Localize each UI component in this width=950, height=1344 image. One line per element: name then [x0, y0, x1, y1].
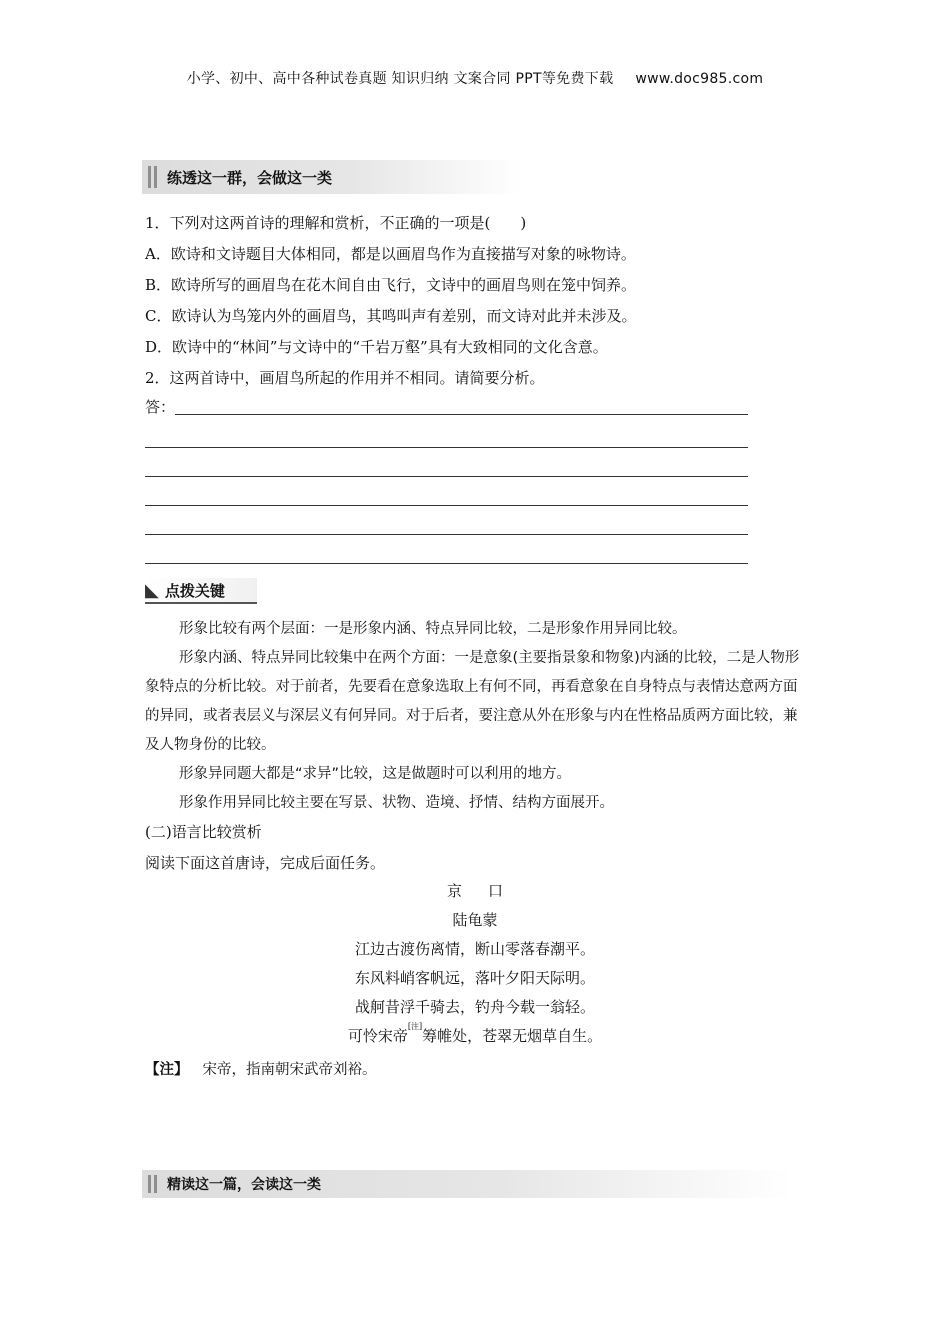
question-1: 1．下列对这两首诗的理解和赏析，不正确的一项是( ) [145, 214, 527, 232]
note-marker: [注] [407, 1022, 423, 1031]
answer-label: 答： [145, 398, 176, 416]
answer-line[interactable] [145, 448, 748, 477]
section-banner-practice [142, 160, 522, 194]
tip-paragraph: 形象比较有两个层面：一是形象内涵、特点异同比较，二是形象作用异同比较。 [179, 621, 687, 637]
poem-line: 江边古渡伤离情，断山零落春潮平。 [354, 940, 595, 958]
answer-line[interactable] [145, 477, 748, 506]
footnote [145, 1058, 377, 1079]
poem-line-part: 可怜宋帝 [347, 1027, 408, 1045]
section-heading: (二)语言比较赏析 [145, 823, 262, 841]
answer-line[interactable] [145, 390, 748, 419]
option-c: C．欧诗认为鸟笼内外的画眉鸟，其鸣叫声有差别，而文诗对此并未涉及。 [145, 307, 637, 325]
poem-author: 陆龟蒙 [452, 911, 498, 929]
answer-line[interactable] [145, 535, 748, 564]
note-label: 【注】 [145, 1062, 189, 1078]
tip-content [145, 615, 810, 818]
option-d: D．欧诗中的“林间”与文诗中的“千岩万壑”具有大致相同的文化含意。 [145, 338, 608, 356]
poem-line: 东风料峭客帆远，落叶夕阳天际明。 [354, 969, 595, 987]
answer-area[interactable] [145, 390, 748, 564]
page-header [0, 68, 950, 88]
banner-mark-icon [148, 166, 157, 188]
tip-paragraph: 形象作用异同比较主要在写景、状物、造境、抒情、结构方面展开。 [179, 795, 614, 811]
poem-line [0, 1022, 950, 1051]
header-url[interactable]: www.doc985.com [635, 71, 764, 87]
section-title: 练透这一群，会做这一类 [167, 168, 333, 187]
section-banner-reading [142, 1170, 792, 1198]
poem [0, 877, 950, 1051]
instruction: 阅读下面这首唐诗，完成后面任务。 [145, 854, 386, 872]
tip-paragraph: 形象内涵、特点异同比较集中在两个方面：一是意象(主要指景象和物象)内涵的比较，二是人物形象特点的分析比较。对于前者，先要看在意象选取上有何不同，再看意象在自身特点与表情达意两方面的异同，或者表层义与深层义有何异同。对于后者，要注意从外在形象与内在性格品质两方面比较，兼及人物身份的比较。 [145, 650, 800, 753]
tip-title: 点拨关键 [164, 581, 225, 600]
poem-line-part: 筹帷处，苍翠无烟草自生。 [422, 1027, 603, 1045]
banner-mark-icon [148, 1175, 157, 1193]
note-text: 宋帝，指南朝宋武帝刘裕。 [202, 1062, 377, 1078]
answer-line[interactable] [145, 506, 748, 535]
option-a: A．欧诗和文诗题目大体相同，都是以画眉鸟作为直接描写对象的咏物诗。 [145, 245, 636, 263]
header-text: 小学、初中、高中各种试卷真题 知识归纳 文案合同 PPT等免费下载 [186, 71, 614, 87]
option-b: B．欧诗所写的画眉鸟在花木间自由飞行，文诗中的画眉鸟则在笼中饲养。 [145, 276, 637, 294]
answer-line[interactable] [145, 419, 748, 448]
poem-title: 京口 [446, 882, 529, 900]
question-2: 2．这两首诗中，画眉鸟所起的作用并不相同。请简要分析。 [145, 369, 545, 387]
tip-paragraph: 形象异同题大都是“求异”比较，这是做题时可以利用的地方。 [179, 766, 572, 782]
section-title: 精读这一篇，会读这一类 [167, 1177, 321, 1193]
tip-heading [145, 578, 257, 604]
poem-line: 战舸昔浮千骑去，钓舟今载一翁轻。 [354, 998, 595, 1016]
slash-icon: ◣ [145, 579, 159, 601]
